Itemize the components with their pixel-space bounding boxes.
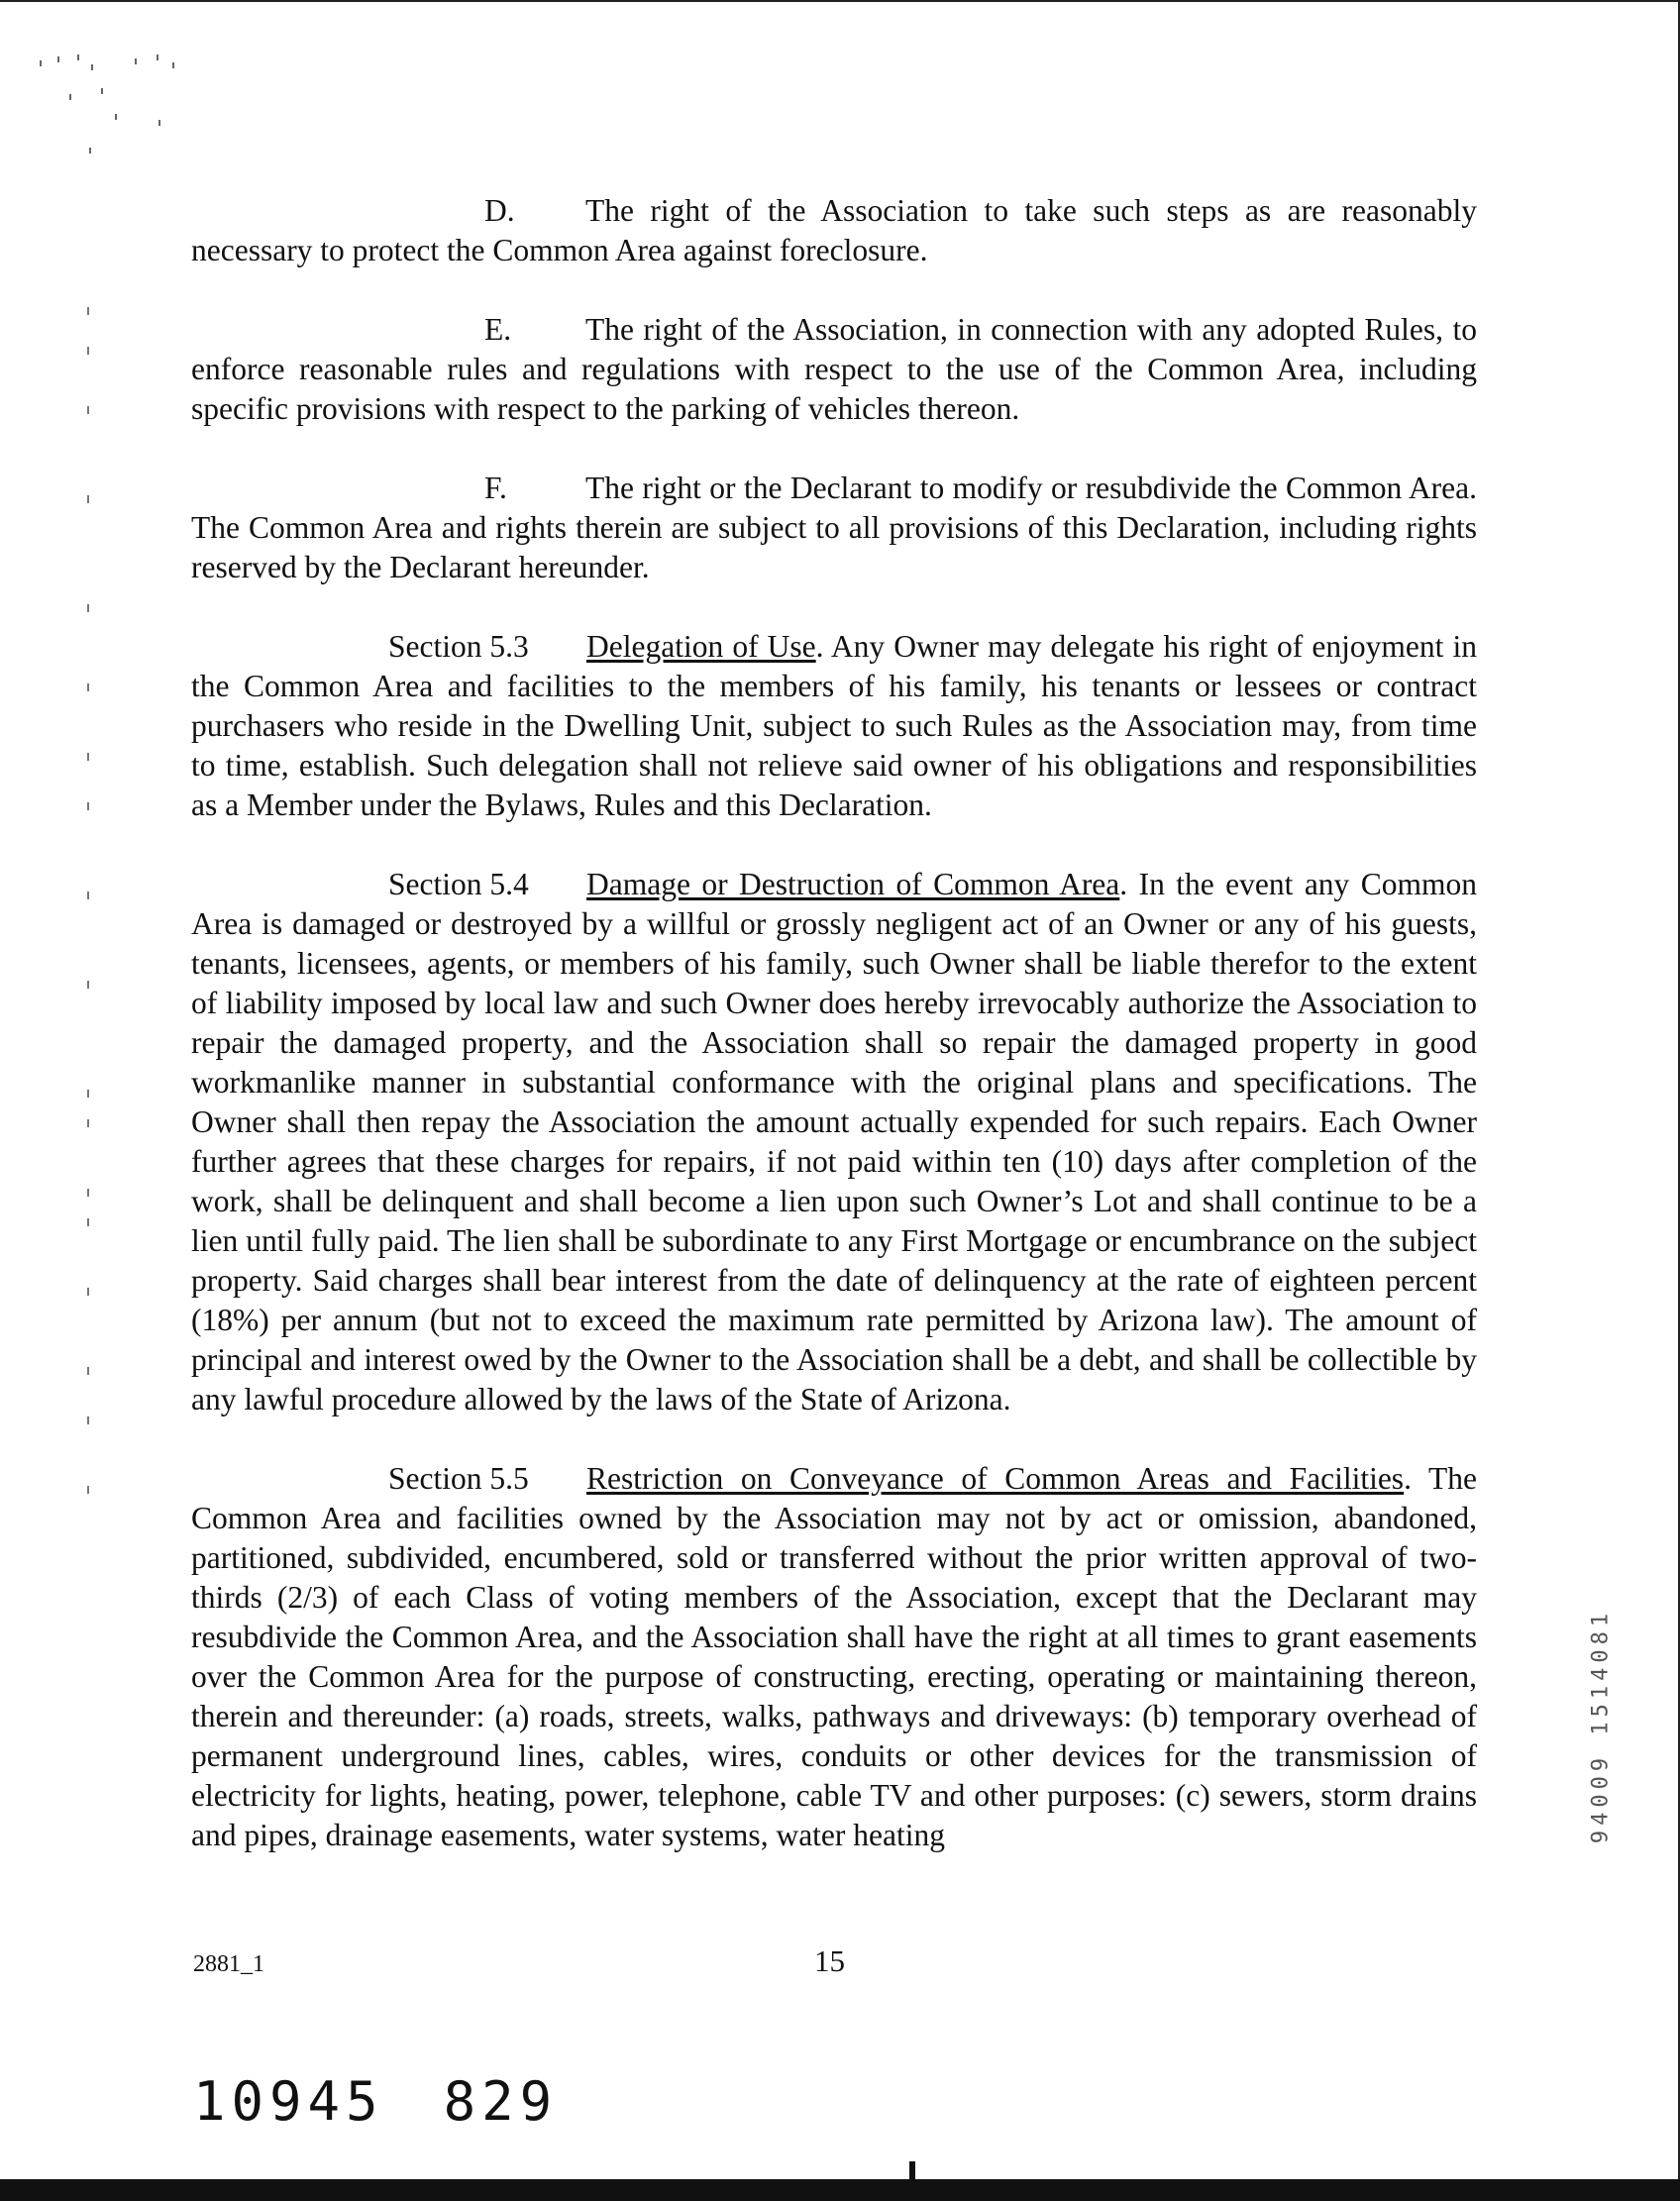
section-5-5-number: Section 5.5	[388, 1461, 529, 1496]
side-stamp-text: 94009 1514081	[1588, 1608, 1614, 1844]
paragraph-e-text: The right of the Association, in connection with any adopted Rules, to enforce reasonable rules and regulations with respect to the use of the Common Area, including specific provisions with respect to the parking of vehicles thereon.	[191, 312, 1477, 426]
section-5-3	[191, 627, 1477, 825]
section-5-3-heading: Delegation of Use	[586, 629, 816, 664]
section-5-4-number: Section 5.4	[388, 867, 529, 901]
section-5-5-heading: Restriction on Conveyance of Common Areas and Facilities	[586, 1461, 1405, 1496]
recording-book-number: 10945	[193, 2070, 384, 2133]
section-5-4-heading: Damage or Destruction of Common Area	[586, 867, 1120, 901]
page-bottom-edge	[0, 2179, 1680, 2201]
section-5-5-text: . The Common Area and facilities owned by the Association may not by act or omission, abandoned, partitioned, subdivided, encumbered, sold or transferred without the prior written approval of two-thirds (2/3) of each Class of voting members of the Association, except that the Declarant may resubdivide the Common Area, and the Association shall have the right at all times to grant easements over the Common Area for the purpose of constructing, erecting, operating or maintaining thereon, therein and thereunder: (a) roads, streets, walks, pathways and driveways: (b) temporary overhead of permanent underground lines, cables, wires, conduits or other devices for the transmission of electricity for lights, heating, power, telephone, cable TV and other purposes: (c) sewers, storm drains and pipes, drainage easements, water systems, water heating	[191, 1461, 1477, 1852]
section-5-3-text: . Any Owner may delegate his right of enjoyment in the Common Area and facilities to the members of his family, his tenants or lessees or contract purchasers who reside in the Dwelling Unit, subject to such Rules as the Association may, from time to time, establish. Such delegation shall not relieve said owner of his obligations and responsibilities as a Member under the Bylaws, Rules and this Declaration.	[191, 629, 1477, 822]
paragraph-e-label: E.	[484, 312, 512, 347]
section-5-3-number: Section 5.3	[388, 629, 529, 664]
paragraph-d	[191, 191, 1477, 270]
footer-page-number: 15	[814, 1943, 845, 1978]
scan-noise-corner	[40, 54, 188, 163]
footer-document-id: 2881_1	[193, 1951, 264, 1977]
section-5-5	[191, 1459, 1477, 1855]
page-top-edge	[0, 0, 1680, 2]
scan-noise-margin	[87, 198, 97, 1535]
paragraph-d-label: D.	[484, 193, 515, 228]
section-5-4	[191, 865, 1477, 1419]
document-body	[191, 191, 1477, 1855]
paragraph-d-text: The right of the Association to take such steps as are reasonably necessary to protect the Common Area against foreclosure.	[191, 193, 1477, 267]
recording-stamp	[193, 2070, 558, 2133]
paragraph-f-label: F.	[484, 471, 507, 505]
paragraph-f	[191, 469, 1477, 587]
recording-page-number: 829	[443, 2070, 559, 2133]
paragraph-e	[191, 310, 1477, 429]
side-recording-stamp	[1581, 1575, 1621, 1892]
section-5-4-text: . In the event any Common Area is damaged or destroyed by a willful or grossly negligent act of an Owner or any of his guests, tenants, licensees, agents, or members of his family, such Owner shall be liable therefor to the extent of liability imposed by local law and such Owner does hereby irrevocably authorize the Association to repair the damaged property, and the Association shall so repair the damaged property in good workmanlike manner in substantial conformance with the original plans and specifications. The Owner shall then repay the Association the amount actually expended for such repairs. Each Owner further agrees that these charges for repairs, if not paid within ten (10) days after completion of the work, shall be delinquent and shall become a lien upon such Owner’s Lot and shall continue to be a lien until fully paid. The lien shall be subordinate to any First Mortgage or encumbrance on the subject property. Said charges shall bear interest from the date of delinquency at the rate of eighteen percent (18%) per annum (but not to exceed the maximum rate permitted by Arizona law). The amount of principal and interest owed by the Owner to the Association shall be a debt, and shall be collectible by any lawful procedure allowed by the laws of the State of Arizona.	[191, 867, 1477, 1416]
paragraph-f-text: The right or the Declarant to modify or resubdivide the Common Area. The Common Area and rights therein are subject to all provisions of this Declaration, including rights reserved by the Declarant hereunder.	[191, 471, 1477, 584]
scan-notch	[909, 2161, 915, 2201]
